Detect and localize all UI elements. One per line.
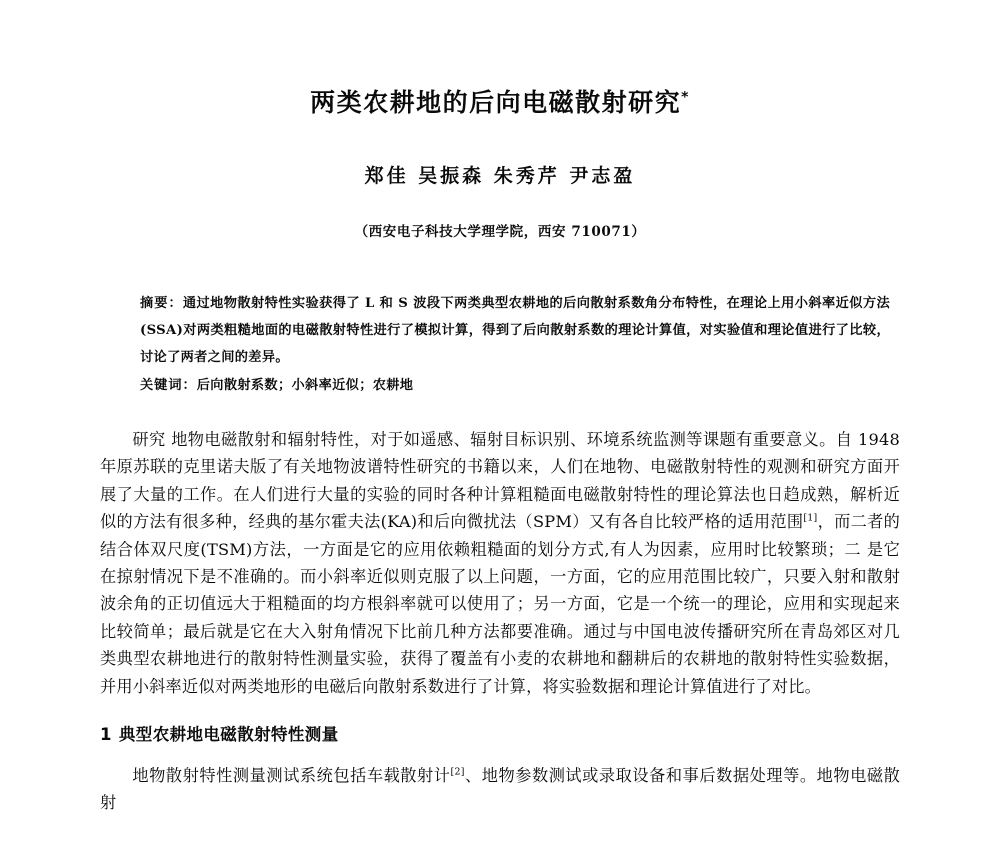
title-block — [0, 88, 1000, 240]
affiliation: （西安电子科技大学理学院，西安 710071） — [354, 224, 646, 240]
abstract-label: 摘要： — [140, 296, 183, 311]
section-1-paragraph-part2: 、地物参数测试或录取设备和事后数据处理等。地物电磁散射 — [100, 766, 900, 813]
keywords — [140, 372, 890, 399]
document-page — [0, 88, 1000, 848]
title-footnote-marker: * — [681, 89, 690, 106]
intro-paragraph — [100, 426, 900, 700]
section-1-body — [100, 762, 900, 817]
section-1-heading — [100, 721, 900, 745]
keywords-text: 后向散射系数；小斜率近似；农耕地 — [196, 378, 414, 393]
intro-section — [100, 426, 900, 700]
page-title-text: 两类农耕地的后向电磁散射研究 — [310, 88, 682, 117]
keywords-label: 关键词： — [140, 378, 197, 393]
abstract — [140, 290, 890, 371]
intro-paragraph-part1: 研究 地物电磁散射和辐射特性，对于如遥感、辐射目标识别、环境系统监测等课题有重要意义。自 1948 年原苏联的克里诺夫版了有关地物波谱特性研究的书籍以来，人们在地物、电磁散射特性的观测和研究方面开展了大量的工作。在人们进行大量的实验的同时各种计算粗糙面电磁散射特性的理论算法也日趋成熟，解析近似的方法有很多种，经典的基尔霍夫法(KA)和后向微扰法（SPM）又有各自比较严格的适用范围 — [100, 430, 900, 532]
section-1-title: 典型农耕地电磁散射特性测量 — [118, 725, 339, 745]
section-1-number: 1 — [100, 725, 112, 745]
page-title — [310, 88, 690, 118]
section-1-paragraph — [100, 762, 900, 817]
author-list: 郑佳 吴振森 朱秀芹 尹志盈 — [364, 165, 636, 187]
citation-ref-1: [1] — [803, 512, 818, 524]
abstract-text: 通过地物散射特性实验获得了 L 和 S 波段下两类典型农耕地的后向散射系数角分布特性，在理论上用小斜率近似方法(SSA)对两类粗糙地面的电磁散射特性进行了模拟计算，得到了后向散射系数的理论计算值，对实验值和理论值进行了比较，讨论了两者之间的差异。 — [140, 296, 891, 365]
section-1-paragraph-part1: 地物散射特性测量测试系统包括车载散射计 — [132, 766, 451, 786]
abstract-block — [140, 290, 890, 399]
citation-ref-2: [2] — [450, 766, 465, 778]
intro-paragraph-part2: ，而二者的结合体双尺度(TSM)方法，一方面是它的应用依赖粗糙面的划分方式,有人为因素，应用时比较繁琐；二 是它在掠射情况下是不准确的。而小斜率近似则克服了以上问题，一方面，它的应用范围比较广，只要入射和散射波余角的正切值远大于粗糙面的均方根斜率就可以使用了；另一方面，它是一个统一的理论，应用和实现起来比较简单；最后就是它在大入射角情况下比前几种方法都要准确。通过与中国电波传播研究所在青岛郊区对几类典型农耕地进行的散射特性测量实验，获得了覆盖有小麦的农耕地和翻耕后的农耕地的散射特性实验数据，并用小斜率近似对两类地形的电磁后向散射系数进行了计算，将实验数据和理论计算值进行了对比。 — [100, 512, 901, 696]
